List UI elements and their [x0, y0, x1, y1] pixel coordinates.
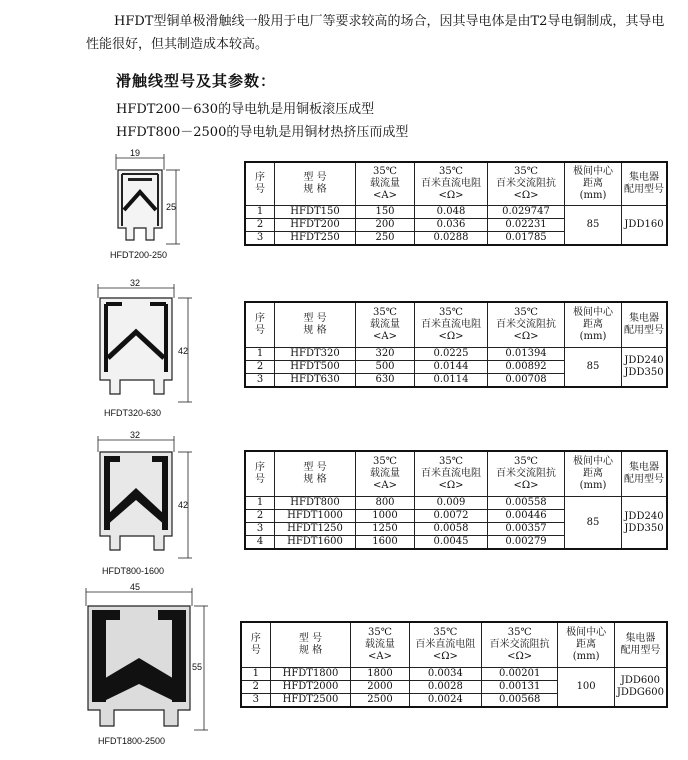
cell-no: 2	[245, 361, 275, 374]
cell-ac: 0.01785	[488, 232, 565, 246]
cell-model: HFDT200	[275, 219, 356, 232]
cell-ac: 0.00279	[488, 536, 565, 550]
table-header-row	[241, 622, 667, 668]
table-header-row	[245, 451, 667, 497]
cell-dc: 0.0288	[415, 232, 488, 246]
cell-model: HFDT250	[275, 232, 356, 246]
cell-ac: 0.00131	[482, 681, 558, 694]
cell-no: 2	[245, 219, 275, 232]
cell-current: 320	[356, 348, 415, 361]
dim-height: 42	[178, 346, 189, 356]
spec-table-1	[244, 161, 668, 246]
cell-collector: JDD240 JDD350	[622, 348, 668, 388]
cell-no: 1	[245, 206, 275, 219]
cell-no: 1	[241, 668, 270, 681]
header-no: 序 号	[245, 451, 275, 497]
header-dc-resistance: 35℃ 百米直流电阻 <Ω>	[415, 302, 488, 348]
header-model: 型 号 规 格	[275, 162, 356, 206]
cell-dc: 0.0072	[415, 510, 488, 523]
profile-label: HFDT1800-2500	[98, 736, 166, 746]
dim-width: 19	[130, 148, 141, 158]
cell-dc: 0.0034	[409, 668, 481, 681]
header-no: 序 号	[245, 162, 275, 206]
cell-current: 150	[356, 206, 415, 219]
profile-figure-2	[92, 276, 204, 424]
table-header-row	[245, 302, 667, 348]
table-row	[245, 348, 667, 361]
cell-pole: 85	[565, 497, 622, 550]
cell-ac: 0.00446	[488, 510, 565, 523]
cell-dc: 0.036	[415, 219, 488, 232]
cell-dc: 0.0024	[409, 694, 481, 708]
table-row	[245, 497, 667, 510]
cell-ac: 0.029747	[488, 206, 565, 219]
cell-current: 630	[356, 374, 415, 388]
cell-model: HFDT1000	[275, 510, 356, 523]
dim-width: 45	[130, 582, 141, 592]
cell-current: 800	[356, 497, 415, 510]
profile-figure-4	[80, 580, 218, 752]
cell-ac: 0.00357	[488, 523, 565, 536]
spec-table-3	[244, 450, 668, 550]
cell-ac: 0.00568	[482, 694, 558, 708]
cell-model: HFDT1800	[270, 668, 351, 681]
profile-figure-3	[92, 426, 204, 578]
cell-dc: 0.0058	[415, 523, 488, 536]
cell-pole: 85	[565, 206, 622, 246]
cell-collector: JDD600 JDDG600	[614, 668, 667, 708]
header-pole-distance: 极间中心 距离 (mm)	[565, 302, 622, 348]
cell-no: 1	[245, 348, 275, 361]
header-no: 序 号	[245, 302, 275, 348]
cell-no: 1	[245, 497, 275, 510]
header-dc-resistance: 35℃ 百米直流电阻 <Ω>	[415, 451, 488, 497]
header-collector: 集电器 配用型号	[614, 622, 667, 668]
cell-ac: 0.00201	[482, 668, 558, 681]
profile-label: HFDT800-1600	[102, 566, 165, 576]
cell-model: HFDT500	[275, 361, 356, 374]
cell-pole: 85	[565, 348, 622, 388]
cell-ac: 0.00558	[488, 497, 565, 510]
cell-pole: 100	[558, 668, 615, 708]
header-pole-distance: 极间中心 距离 (mm)	[565, 162, 622, 206]
cell-no: 2	[241, 681, 270, 694]
dim-height: 55	[192, 662, 203, 672]
dim-height: 42	[178, 500, 189, 510]
table-row	[245, 206, 667, 219]
cell-no: 3	[241, 694, 270, 708]
header-ac-impedance: 35℃ 百米交流阻抗 <Ω>	[488, 302, 565, 348]
header-dc-resistance: 35℃ 百米直流电阻 <Ω>	[409, 622, 481, 668]
cell-model: HFDT1600	[275, 536, 356, 550]
cell-model: HFDT320	[275, 348, 356, 361]
cell-current: 200	[356, 219, 415, 232]
dim-width: 32	[130, 278, 141, 288]
header-model: 型 号 规 格	[270, 622, 351, 668]
section-heading: 滑触线型号及其参数：	[116, 72, 277, 90]
table-header-row	[245, 162, 667, 206]
cell-dc: 0.048	[415, 206, 488, 219]
cell-current: 1250	[356, 523, 415, 536]
note-line-2: HFDT800－2500的导电轨是用铜材热挤压而成型	[116, 125, 409, 140]
header-ac-impedance: 35℃ 百米交流阻抗 <Ω>	[488, 451, 565, 497]
cell-no: 3	[245, 523, 275, 536]
header-model: 型 号 规 格	[275, 451, 356, 497]
cell-dc: 0.009	[415, 497, 488, 510]
header-current: 35℃ 载流量 <A>	[356, 451, 415, 497]
cell-dc: 0.0028	[409, 681, 481, 694]
cell-current: 2500	[351, 694, 409, 708]
cell-no: 2	[245, 510, 275, 523]
spec-table-4	[240, 621, 668, 708]
header-no: 序 号	[241, 622, 270, 668]
cell-current: 1600	[356, 536, 415, 550]
cell-no: 3	[245, 232, 275, 246]
note-line-1: HFDT200－630的导电轨是用铜板滚压成型	[116, 102, 375, 117]
header-current: 35℃ 载流量 <A>	[356, 162, 415, 206]
spec-table-2	[244, 301, 668, 388]
header-dc-resistance: 35℃ 百米直流电阻 <Ω>	[415, 162, 488, 206]
cell-dc: 0.0225	[415, 348, 488, 361]
cell-model: HFDT630	[275, 374, 356, 388]
dim-height: 25	[166, 202, 177, 212]
cell-ac: 0.00708	[488, 374, 565, 388]
cell-ac: 0.00892	[488, 361, 565, 374]
cell-collector: JDD240 JDD350	[622, 497, 668, 550]
cell-collector: JDD160	[622, 206, 668, 246]
cell-model: HFDT150	[275, 206, 356, 219]
header-ac-impedance: 35℃ 百米交流阻抗 <Ω>	[488, 162, 565, 206]
header-pole-distance: 极间中心 距离 (mm)	[565, 451, 622, 497]
header-pole-distance: 极间中心 距离 (mm)	[558, 622, 615, 668]
intro-paragraph: HFDT型铜单极滑触线一般用于电厂等要求较高的场合，因其导电体是由T2导电铜制成，其导电性能很好，但其制造成本较高。	[86, 14, 665, 52]
header-current: 35℃ 载流量 <A>	[356, 302, 415, 348]
cell-ac: 0.01394	[488, 348, 565, 361]
cell-current: 2000	[351, 681, 409, 694]
cell-no: 3	[245, 374, 275, 388]
header-collector: 集电器 配用型号	[622, 302, 668, 348]
header-collector: 集电器 配用型号	[622, 451, 668, 497]
cell-model: HFDT2000	[270, 681, 351, 694]
header-ac-impedance: 35℃ 百米交流阻抗 <Ω>	[482, 622, 558, 668]
cell-current: 1000	[356, 510, 415, 523]
cell-ac: 0.02231	[488, 219, 565, 232]
header-model: 型 号 规 格	[275, 302, 356, 348]
cell-current: 500	[356, 361, 415, 374]
cell-dc: 0.0045	[415, 536, 488, 550]
cell-model: HFDT1250	[275, 523, 356, 536]
rail-profile-drawing	[104, 148, 204, 264]
profile-figure-1	[104, 148, 204, 264]
cell-current: 1800	[351, 668, 409, 681]
header-collector: 集电器 配用型号	[622, 162, 668, 206]
profile-label: HFDT200-250	[110, 250, 168, 260]
table-row	[241, 668, 667, 681]
cell-current: 250	[356, 232, 415, 246]
header-current: 35℃ 载流量 <A>	[351, 622, 409, 668]
cell-no: 4	[245, 536, 275, 550]
cell-dc: 0.0114	[415, 374, 488, 388]
cell-model: HFDT2500	[270, 694, 351, 708]
cell-dc: 0.0144	[415, 361, 488, 374]
profile-label: HFDT320-630	[104, 408, 162, 418]
cell-model: HFDT800	[275, 497, 356, 510]
dim-width: 32	[130, 430, 141, 440]
